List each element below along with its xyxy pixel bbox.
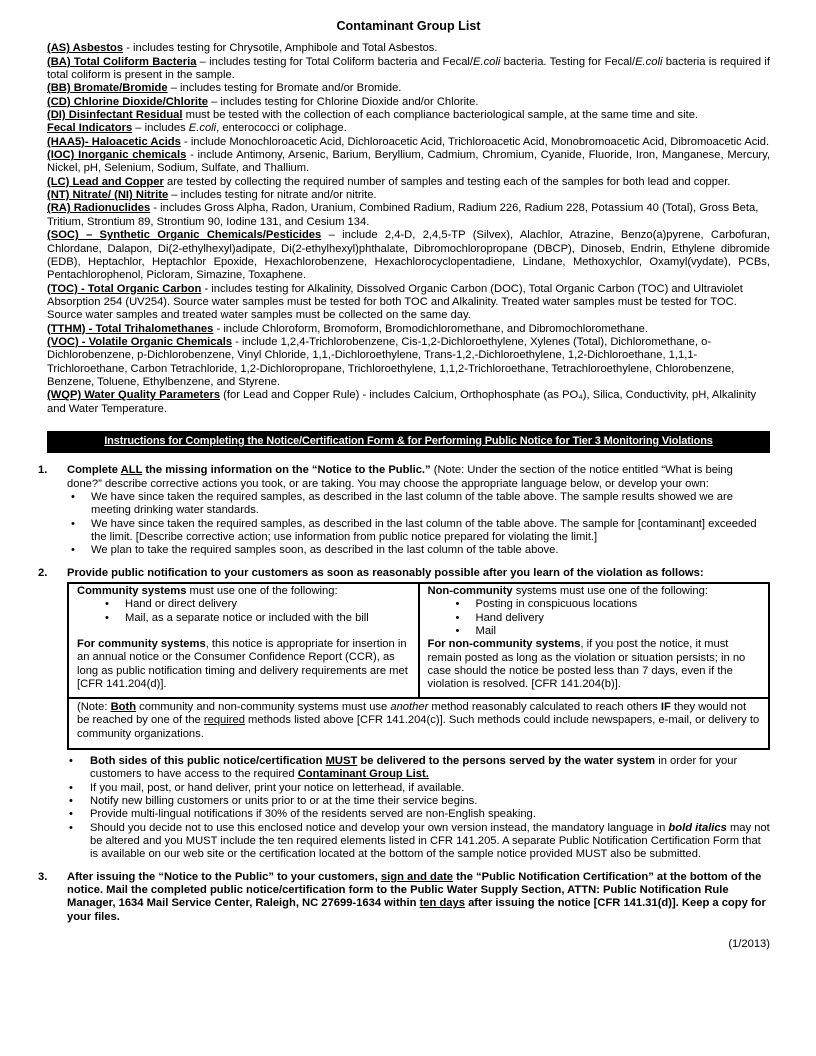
group-item-haloacetic-acids: (HAA5)- Haloacetic Acids - include Monochloroacetic Acid, Dichloroacetic Acid, Trichloroacetic Acid, Monobromoacetic Acid, Dibromoacetic Acid. <box>47 135 770 148</box>
group-item-bromate: (BB) Bromate/Bromide – includes testing for Bromate and/or Bromide. <box>47 82 402 95</box>
community-systems-bullets <box>77 598 410 625</box>
group-item-lead-copper: (LC) Lead and Copper are tested by collecting the required number of samples and testing each of the samples for both lead and copper. <box>47 175 731 188</box>
instruction-2-body <box>67 567 770 862</box>
group-item-total-coliform: (BA) Total Coliform Bacteria – includes testing for Total Coliform bacteria and Fecal/E.coli bacteria. Testing for Fecal/E.coli bacteria is required if total coliform is present in the sample. <box>47 55 770 82</box>
instruction-2-heading: Provide public notification to your customers as soon as reasonably possible after you learn of the violation as follows: <box>67 566 704 579</box>
instruction-2 <box>38 566 770 862</box>
group-item-trihalomethanes: (TTHM) - Total Trihalomethanes - include Chloroform, Bromoform, Bromodichloromethane, and Dibromochloromethane. <box>47 322 649 335</box>
non-community-systems-bullet: • Hand delivery <box>428 612 761 625</box>
delivery-requirements-bullets <box>67 755 770 862</box>
group-item-synthetic-organic: (SOC) – Synthetic Organic Chemicals/Pesticides – include 2,4-D, 2,4,5-TP (Silvex), Alachlor, Atrazine, Benzo(a)pyrene, Carbofuran, Chlordane, Dalapon, Di(2-ethylhexyl)adipate, Di(2-ethylhexyl)phthalate, Dibromochloropropane (DBCP), Dinoseb, Endrin, Ethylene dibromide (EDB), Heptachlor, Heptachlor Epoxide, Hexachlorobenzene, Hexachlorocyclopentadiene, Lindane, Methoxychlor, Oxamyl(vydate), PCBs, Pentachlorophenol, Picloram, Simazine, Toxaphene. <box>47 229 771 282</box>
non-community-systems-bullet: • Posting in conspicuous locations <box>428 598 761 611</box>
non-community-systems-paragraph: For non-community systems, if you post the notice, it must remain posted as long as the violation or situation persists; in no case should the notice be posted less than 7 days, even if the violation is resolved. [CFR 141.204(b)]. <box>427 638 746 691</box>
non-community-systems-bullets <box>428 598 761 638</box>
non-community-systems-heading: Non-community systems must use one of the following: <box>427 585 708 598</box>
delivery-bullet: • Both sides of this public notice/certification MUST be delivered to the persons served by the water system in order for your customers to have access to the required Contaminant Group List. <box>67 755 770 782</box>
community-systems-paragraph: For community systems, this notice is appropriate for insertion in an annual notice or the Consumer Confidence Report (CCR), as long as public notification timing and delivery requirements are met [CFR 141.204(d)]. <box>77 638 408 691</box>
group-item-nitrate-nitrite: (NT) Nitrate/ (NI) Nitrite – includes testing for nitrate and/or nitrite. <box>47 189 377 202</box>
instruction-2-number: 2. <box>38 566 48 579</box>
group-item-total-organic-carbon: (TOC) - Total Organic Carbon - includes testing for Alkalinity, Dissolved Organic Carbon (DOC), Total Organic Carbon (TOC) and Ultraviolet Absorption 254 (UV254). Source water samples must be tested for both TOC and Alkalinity. Treated water samples must be tested for TOC. Source water samples and treated water samples must be collected on the same day. <box>47 282 743 322</box>
instruction-3 <box>38 870 770 924</box>
group-item-asbestos: (AS) Asbestos - includes testing for Chrysotile, Amphibole and Total Asbestos. <box>47 42 438 55</box>
delivery-bullet: • Should you decide not to use this enclosed notice and develop your own version instead, the mandatory language in bold italics may not be altered and you MUST include the ten required elements listed in CFR 141.205. A separate Public Notification Certification Form that is available on our web site or the certification located at the bottom of the sample notice provided MUST also be submitted. <box>67 822 770 862</box>
contaminant-group-list <box>47 42 770 416</box>
non-community-systems-cell <box>419 583 770 698</box>
community-systems-bullet: • Mail, as a separate notice or included with the bill <box>77 612 410 625</box>
notification-methods-table <box>67 582 770 750</box>
community-systems-bullet: • Hand or direct delivery <box>77 598 410 611</box>
instruction-1-bullet: • We have since taken the required samples, as described in the last column of the table above. The sample results showed we are meeting drinking water standards. <box>67 491 770 518</box>
table-note-cell <box>68 698 769 749</box>
instruction-1-bullet: • We plan to take the required samples soon, as described in the last column of the table above. <box>67 544 770 557</box>
instruction-1-number: 1. <box>38 464 48 477</box>
group-item-water-quality-parameters: (WQP) Water Quality Parameters (for Lead and Copper Rule) - includes Calcium, Orthophosphate (as PO₄), Silica, Conductivity, pH, Alkalinity and Water Temperature. <box>47 389 757 415</box>
instructions-banner <box>47 431 770 453</box>
community-systems-cell <box>68 583 419 698</box>
instruction-1-body <box>67 464 770 557</box>
group-item-fecal-indicators: Fecal Indicators – includes E.coli, enterococci or coliphage. <box>47 122 347 135</box>
group-item-radionuclides: (RA) Radionuclides - includes Gross Alpha, Radon, Uranium, Combined Radium, Radium 226, Radium 228, Potassium 40 (Total), Gross Beta, Tritium, Strontium 89, Strontium 90, Iodine 131, and Cesium 134. <box>47 202 759 228</box>
delivery-bullet: • Notify new billing customers or units prior to or at the time their service begins. <box>67 795 770 808</box>
instruction-3-text: After issuing the “Notice to the Public” to your customers, sign and date the “Public Notification Certification” at the bottom of the notice. Mail the completed public notice/certification form to the Public Water Supply Section, ATTN: Public Notification Rule Manager, 1634 Mail Service Center, Raleigh, NC 27699-1634 within ten days after issuing the notice [CFR 141.31(d)]. Keep a copy for your files. <box>67 870 766 923</box>
group-item-volatile-organic: (VOC) - Volatile Organic Chemicals - include 1,2,4-Trichlorobenzene, Cis-1,2-Dichloroethylene, Xylenes (Total), Dichloromethane, o-Dichlorobenzene, p-Dichlorobenzene, Vinyl Chloride, 1,1,-Dichloroethylene, Trans-1,2,-Dichloroethylene, 1,2-Dichloroethane, 1,1,1-Trichloroethane, Carbon Tetrachloride, 1,2-Dichloropropane, Trichloroethylene, 1,1,2-Trichloroethane, Tetrachloroethylene, Chlorobenzene, Benzene, Toluene, Ethylbenzene, and Styrene. <box>47 335 735 388</box>
table-note-text: (Note: Both community and non-community systems must use another method reasonably calculated to reach others IF they would not be reached by one of the required methods listed above [CFR 141.204(c)]. Such methods could include newspapers, e-mail, or delivery to community organizations. <box>77 700 760 740</box>
instruction-1 <box>38 464 770 557</box>
instruction-3-number: 3. <box>38 870 48 883</box>
page-title: Contaminant Group List <box>336 19 481 33</box>
footer-version: (1/2013) <box>728 937 770 950</box>
non-community-systems-bullet: • Mail <box>428 625 761 638</box>
instruction-1-text: Complete ALL the missing information on the “Notice to the Public.” (Note: Under the section of the notice entitled “What is being done?” describe corrective actions you took, or are taking. You may choose the appropriate language below, or develop your own: <box>67 464 733 490</box>
group-item-inorganic-chemicals: (IOC) Inorganic chemicals - include Antimony, Arsenic, Barium, Beryllium, Cadmium, Chromium, Cyanide, Fluoride, Iron, Manganese, Mercury, Nickel, pH, Selenium, Sodium, Sulfate, and Thallium. <box>47 149 771 175</box>
instruction-1-bullet: • We have since taken the required samples, as described in the last column of the table above. The sample for [contaminant] exceeded the limit. [Describe corrective action; use information from public notice prepared for violating the limit.] <box>67 518 770 545</box>
instructions-banner-text: Instructions for Completing the Notice/Certification Form & for Performing Public Notice for Tier 3 Monitoring Violations <box>104 434 713 447</box>
group-item-disinfectant-residual: (DI) Disinfectant Residual must be tested with the collection of each compliance bacteriological sample, at the same time and site. <box>47 109 699 122</box>
delivery-bullet: • Provide multi-lingual notifications if 30% of the residents served are non-English speaking. <box>67 808 770 821</box>
delivery-bullet: • If you mail, post, or hand deliver, print your notice on letterhead, if available. <box>67 782 770 795</box>
community-systems-heading: Community systems must use one of the following: <box>77 585 338 598</box>
group-item-chlorine-dioxide: (CD) Chlorine Dioxide/Chlorite – includes testing for Chlorine Dioxide and/or Chlorite. <box>47 95 479 108</box>
instruction-1-bullets <box>67 491 770 558</box>
instruction-3-body <box>67 871 770 924</box>
